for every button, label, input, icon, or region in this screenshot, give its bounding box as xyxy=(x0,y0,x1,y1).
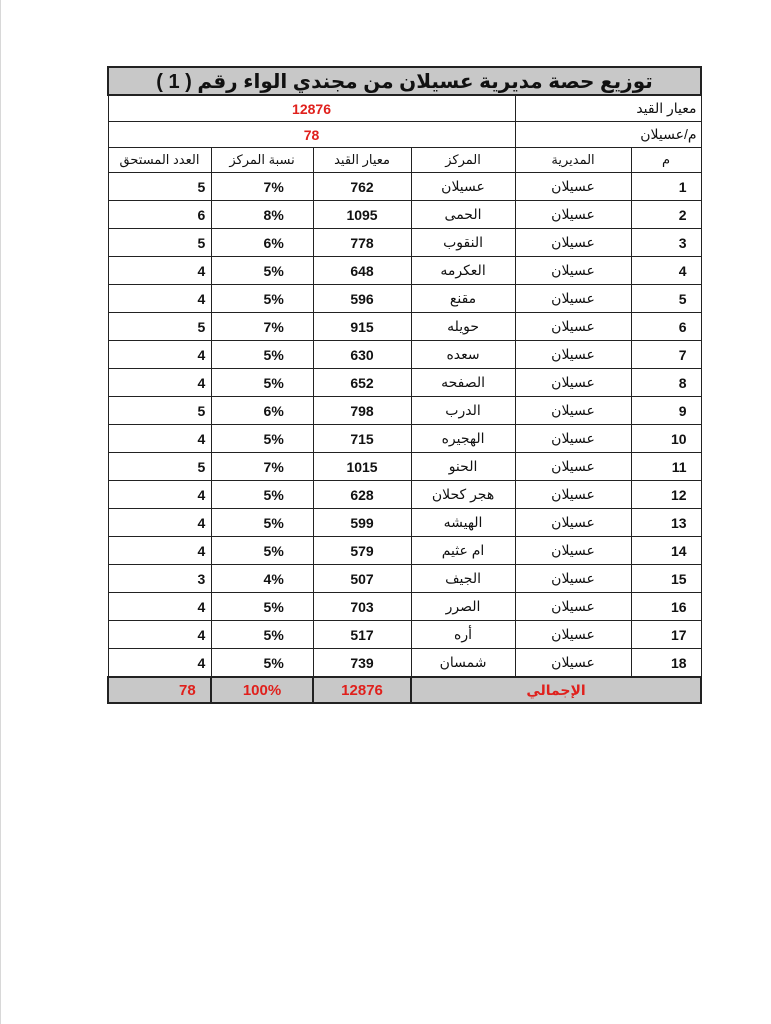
table-row xyxy=(108,453,701,481)
district-value: 78 xyxy=(108,122,515,148)
cell-count: 4 xyxy=(108,425,211,453)
table-row xyxy=(108,257,701,285)
cell-center: عسيلان xyxy=(411,173,515,201)
table-row xyxy=(108,481,701,509)
cell-center: الدرب xyxy=(411,397,515,425)
cell-index: 5 xyxy=(631,285,701,313)
cell-center: مقنع xyxy=(411,285,515,313)
cell-directorate: عسيلان xyxy=(515,649,631,678)
table-row xyxy=(108,341,701,369)
cell-center: الصرر xyxy=(411,593,515,621)
cell-ratio: 8% xyxy=(211,201,313,229)
cell-count: 5 xyxy=(108,313,211,341)
totals-criterion: 12876 xyxy=(313,677,411,703)
cell-criterion: 630 xyxy=(313,341,411,369)
cell-count: 5 xyxy=(108,173,211,201)
cell-ratio: 5% xyxy=(211,649,313,678)
cell-index: 15 xyxy=(631,565,701,593)
cell-criterion: 652 xyxy=(313,369,411,397)
totals-row xyxy=(108,677,701,703)
cell-count: 4 xyxy=(108,285,211,313)
table-row xyxy=(108,649,701,678)
table-row xyxy=(108,593,701,621)
cell-count: 4 xyxy=(108,257,211,285)
cell-count: 4 xyxy=(108,649,211,678)
cell-criterion: 1095 xyxy=(313,201,411,229)
totals-ratio: 100% xyxy=(211,677,313,703)
cell-ratio: 5% xyxy=(211,593,313,621)
title-row xyxy=(108,67,701,95)
table-row xyxy=(108,369,701,397)
cell-count: 3 xyxy=(108,565,211,593)
cell-count: 4 xyxy=(108,593,211,621)
cell-directorate: عسيلان xyxy=(515,201,631,229)
cell-index: 8 xyxy=(631,369,701,397)
cell-center: الحمى xyxy=(411,201,515,229)
cell-center: ام عثيم xyxy=(411,537,515,565)
cell-ratio: 6% xyxy=(211,229,313,257)
cell-index: 12 xyxy=(631,481,701,509)
header-index: م xyxy=(631,148,701,173)
cell-directorate: عسيلان xyxy=(515,453,631,481)
cell-criterion: 1015 xyxy=(313,453,411,481)
page-title: توزيع حصة مديرية عسيلان من مجندي الواء رقم ( 1 ) xyxy=(108,67,701,95)
table-row xyxy=(108,229,701,257)
cell-index: 9 xyxy=(631,397,701,425)
cell-index: 4 xyxy=(631,257,701,285)
cell-criterion: 628 xyxy=(313,481,411,509)
table-row xyxy=(108,201,701,229)
cell-criterion: 599 xyxy=(313,509,411,537)
cell-center: الهيشه xyxy=(411,509,515,537)
cell-directorate: عسيلان xyxy=(515,369,631,397)
cell-criterion: 648 xyxy=(313,257,411,285)
cell-center: سعده xyxy=(411,341,515,369)
district-row xyxy=(108,122,701,148)
cell-center: شمسان xyxy=(411,649,515,678)
cell-ratio: 5% xyxy=(211,481,313,509)
cell-ratio: 7% xyxy=(211,173,313,201)
cell-index: 13 xyxy=(631,509,701,537)
cell-count: 5 xyxy=(108,229,211,257)
cell-directorate: عسيلان xyxy=(515,593,631,621)
cell-directorate: عسيلان xyxy=(515,285,631,313)
cell-ratio: 5% xyxy=(211,537,313,565)
table-row xyxy=(108,537,701,565)
header-row xyxy=(108,148,701,173)
cell-directorate: عسيلان xyxy=(515,565,631,593)
cell-count: 6 xyxy=(108,201,211,229)
criterion-row xyxy=(108,95,701,122)
table-row xyxy=(108,285,701,313)
cell-ratio: 5% xyxy=(211,425,313,453)
table-row xyxy=(108,565,701,593)
cell-ratio: 5% xyxy=(211,621,313,649)
header-criterion: معيار القيد xyxy=(313,148,411,173)
cell-ratio: 5% xyxy=(211,285,313,313)
cell-index: 3 xyxy=(631,229,701,257)
cell-ratio: 7% xyxy=(211,453,313,481)
cell-center: النقوب xyxy=(411,229,515,257)
cell-ratio: 5% xyxy=(211,509,313,537)
cell-criterion: 762 xyxy=(313,173,411,201)
cell-directorate: عسيلان xyxy=(515,509,631,537)
cell-index: 14 xyxy=(631,537,701,565)
table-row xyxy=(108,621,701,649)
cell-ratio: 5% xyxy=(211,341,313,369)
distribution-table xyxy=(107,66,702,704)
cell-criterion: 739 xyxy=(313,649,411,678)
cell-criterion: 507 xyxy=(313,565,411,593)
cell-directorate: عسيلان xyxy=(515,173,631,201)
cell-center: العكرمه xyxy=(411,257,515,285)
cell-directorate: عسيلان xyxy=(515,229,631,257)
district-label: م/عسيلان xyxy=(515,122,701,148)
cell-directorate: عسيلان xyxy=(515,313,631,341)
cell-index: 10 xyxy=(631,425,701,453)
cell-criterion: 915 xyxy=(313,313,411,341)
cell-center: الحنو xyxy=(411,453,515,481)
header-directorate: المديرية xyxy=(515,148,631,173)
cell-count: 5 xyxy=(108,397,211,425)
table-row xyxy=(108,173,701,201)
cell-criterion: 579 xyxy=(313,537,411,565)
cell-criterion: 798 xyxy=(313,397,411,425)
cell-index: 2 xyxy=(631,201,701,229)
cell-directorate: عسيلان xyxy=(515,537,631,565)
cell-index: 11 xyxy=(631,453,701,481)
cell-ratio: 5% xyxy=(211,369,313,397)
cell-criterion: 778 xyxy=(313,229,411,257)
cell-criterion: 703 xyxy=(313,593,411,621)
cell-center: الهجيره xyxy=(411,425,515,453)
header-ratio: نسبة المركز xyxy=(211,148,313,173)
header-count: العدد المستحق xyxy=(108,148,211,173)
criterion-value: 12876 xyxy=(108,95,515,122)
cell-count: 4 xyxy=(108,621,211,649)
cell-count: 4 xyxy=(108,341,211,369)
cell-criterion: 596 xyxy=(313,285,411,313)
cell-ratio: 7% xyxy=(211,313,313,341)
cell-center: الصفحه xyxy=(411,369,515,397)
cell-directorate: عسيلان xyxy=(515,621,631,649)
totals-label: الإجمالي xyxy=(411,677,701,703)
cell-directorate: عسيلان xyxy=(515,481,631,509)
cell-count: 4 xyxy=(108,481,211,509)
table-row xyxy=(108,313,701,341)
cell-index: 1 xyxy=(631,173,701,201)
cell-index: 6 xyxy=(631,313,701,341)
cell-directorate: عسيلان xyxy=(515,257,631,285)
cell-index: 17 xyxy=(631,621,701,649)
cell-index: 7 xyxy=(631,341,701,369)
cell-index: 16 xyxy=(631,593,701,621)
cell-ratio: 5% xyxy=(211,257,313,285)
cell-center: حويله xyxy=(411,313,515,341)
cell-center: أره xyxy=(411,621,515,649)
cell-count: 4 xyxy=(108,369,211,397)
table-row xyxy=(108,397,701,425)
cell-count: 4 xyxy=(108,509,211,537)
cell-center: هجر كحلان xyxy=(411,481,515,509)
cell-criterion: 517 xyxy=(313,621,411,649)
cell-count: 5 xyxy=(108,453,211,481)
cell-ratio: 4% xyxy=(211,565,313,593)
cell-directorate: عسيلان xyxy=(515,425,631,453)
cell-index: 18 xyxy=(631,649,701,678)
cell-criterion: 715 xyxy=(313,425,411,453)
cell-directorate: عسيلان xyxy=(515,397,631,425)
criterion-label: معيار القيد xyxy=(515,95,701,122)
table-row xyxy=(108,509,701,537)
cell-center: الجيف xyxy=(411,565,515,593)
cell-ratio: 6% xyxy=(211,397,313,425)
cell-count: 4 xyxy=(108,537,211,565)
totals-count: 78 xyxy=(108,677,211,703)
header-center: المركز xyxy=(411,148,515,173)
cell-directorate: عسيلان xyxy=(515,341,631,369)
table-row xyxy=(108,425,701,453)
